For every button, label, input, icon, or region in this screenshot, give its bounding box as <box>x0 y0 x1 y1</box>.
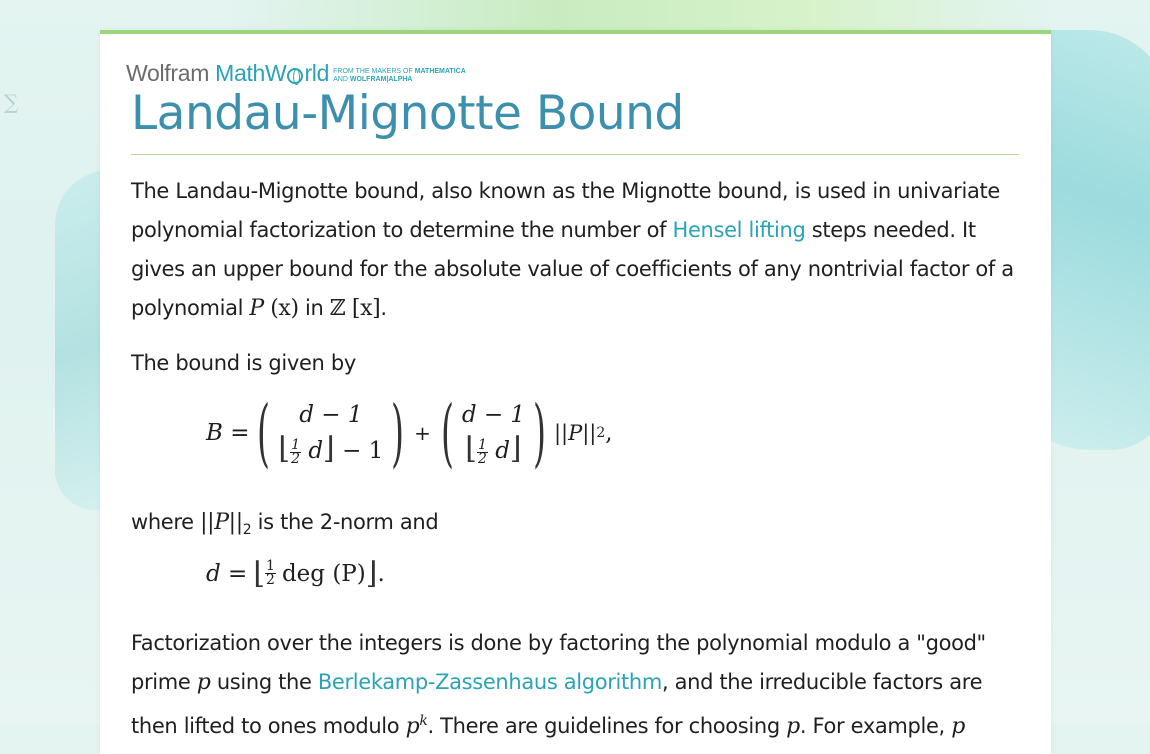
eq1-plus: + <box>414 421 431 445</box>
eq1-floor-open: ⌊ <box>278 431 291 466</box>
factor-text-e: . For example, <box>799 714 952 738</box>
factor-text-d: . There are guidelines for choosing <box>427 714 787 738</box>
factor-text-c: , and the irreducible factors are then lifted to ones modulo <box>131 670 983 738</box>
globe-icon <box>287 68 303 84</box>
frac-numerator: 1 <box>477 436 487 453</box>
intro-text-b: steps needed. It gives an upper bound for the absolute value of coefficients of any nontrivial factor of a polynomial <box>131 218 1014 320</box>
norm-text-b: is the 2-norm and <box>251 510 439 534</box>
math-x-bracket: [x] <box>351 296 381 321</box>
logo-mathworld-part2: rld <box>304 60 330 86</box>
tagline-text-2: AND <box>333 76 348 83</box>
intro-text-end: . <box>380 296 387 320</box>
eq1-minus-one: − 1 <box>342 438 384 464</box>
eq1-paren: ( <box>440 390 454 476</box>
eq1-binomial-2-bottom <box>465 432 521 468</box>
logo-wolfram-text: Wolfram <box>126 60 210 86</box>
eq1-binomial-2 <box>433 390 554 476</box>
math-polynomial-P: P <box>249 296 264 321</box>
page-title: Landau-Mignotte Bound <box>131 86 684 141</box>
logo-tagline <box>333 68 466 84</box>
eq2-period: . <box>377 560 385 587</box>
background-formula-decoration: ∑ <box>4 90 19 114</box>
eq1-floor-open: ⌊ <box>465 431 477 466</box>
factor-text-a: Factorization over the integers is done by factoring the polynomial modulo a "good" prime <box>131 631 986 694</box>
frac-denominator: 2 <box>477 450 487 467</box>
paragraph-factorization <box>131 624 1031 746</box>
link-hensel-lifting[interactable]: Hensel lifting <box>672 218 806 242</box>
tagline-bold-2: WOLFRAM|ALPHA <box>349 76 413 83</box>
eq1-binomial-1-inner <box>278 398 383 468</box>
eq1-binomial-1-top: d − 1 <box>299 402 363 428</box>
eq2-floor-close: ⌋ <box>365 556 378 591</box>
frac-denominator: 2 <box>291 450 300 467</box>
math-norm-sub: 2 <box>242 522 252 539</box>
norm-text-a: where <box>131 510 201 534</box>
intro-text-in: in <box>298 296 330 320</box>
frac-numerator: 1 <box>266 558 275 574</box>
eq1-d: d <box>308 438 324 464</box>
eq1-paren: ( <box>257 390 271 476</box>
math-pk-base: p <box>405 714 420 739</box>
math-prime-p: p <box>196 670 211 695</box>
math-pk-exp: k <box>419 713 428 729</box>
link-berlekamp-zassenhaus[interactable]: Berlekamp-Zassenhaus algorithm <box>317 670 662 694</box>
article-card <box>100 30 1051 754</box>
paragraph-intro <box>131 172 1031 328</box>
title-divider <box>131 154 1019 155</box>
logo-mathworld-part1: MathW <box>215 60 287 86</box>
eq1-comma: , <box>605 420 613 446</box>
math-norm: ||P|| <box>200 510 243 535</box>
eq1-binomial-2-top: d − 1 <box>461 402 526 428</box>
equation-bound <box>206 390 613 476</box>
paragraph-bound-intro: The bound is given by <box>131 351 356 375</box>
frac-numerator: 1 <box>291 436 300 453</box>
equation-degree <box>206 556 385 591</box>
eq1-binomial-1 <box>249 390 412 476</box>
eq2-lhs: d = <box>206 560 248 587</box>
eq2-half-fraction <box>265 560 276 587</box>
math-prime-p2: p <box>786 714 800 739</box>
eq1-paren: ) <box>391 390 405 476</box>
eq1-floor-close: ⌋ <box>509 431 522 466</box>
eq2-deg: deg (P) <box>281 560 366 587</box>
frac-denominator: 2 <box>266 572 275 588</box>
eq1-binomial-1-bottom <box>278 432 383 468</box>
eq1-lhs: B = <box>206 420 250 446</box>
eq1-half-fraction-2 <box>477 436 488 467</box>
intro-text-a: The Landau-Mignotte bound, also known as the Mignotte bound, is used in univariate polynomial factorization to determine the number of <box>131 179 1000 242</box>
site-logo[interactable] <box>126 60 466 87</box>
eq1-floor-close: ⌋ <box>323 431 335 466</box>
tagline-text-1: FROM THE MAKERS OF <box>333 68 413 75</box>
eq1-binomial-2-inner <box>462 398 525 468</box>
logo-mathworld-text <box>215 60 329 87</box>
eq1-norm-sub: 2 <box>596 425 606 441</box>
eq1-norm: ||P|| <box>553 421 597 445</box>
math-x-paren: (x) <box>270 296 299 321</box>
math-integers: ℤ <box>329 296 346 321</box>
eq1-half-fraction-1 <box>290 436 301 467</box>
math-prime-p3: p <box>951 714 965 739</box>
eq1-d: d <box>495 438 510 464</box>
eq2-floor-open: ⌊ <box>253 556 266 591</box>
paragraph-norm-definition <box>131 503 1031 550</box>
factor-text-b: using the <box>216 670 318 694</box>
tagline-bold-1: MATHEMATICA <box>414 68 466 75</box>
eq1-paren: ) <box>533 390 546 476</box>
